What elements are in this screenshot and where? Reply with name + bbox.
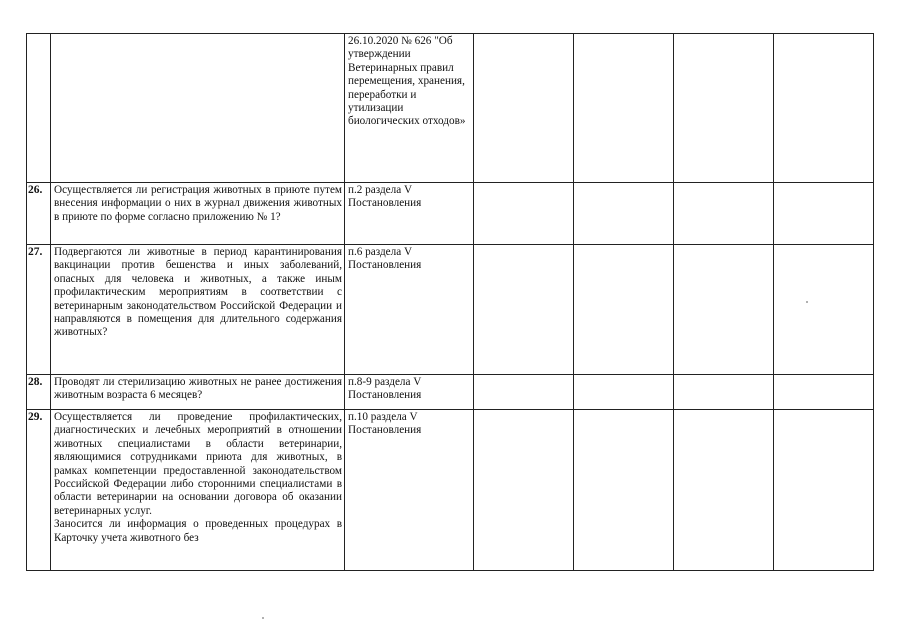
table-row [27,375,874,410]
row-number: 29. [27,410,51,571]
empty-cell [774,245,874,375]
empty-cell [474,375,574,410]
reference-cell: п.6 раздела V Постановления [345,245,474,375]
empty-cell [774,34,874,183]
table-row [27,183,874,245]
question-cell [51,245,345,375]
question-cell [51,183,345,245]
empty-cell [574,34,674,183]
scan-speck [262,617,264,619]
question-text: Осуществляется ли регистрация животных в приюте путем внесения информации о них в журнал движения животных в приюте по форме согласно приложению № 1? [54,184,342,223]
empty-cell [774,183,874,245]
reference-cell: 26.10.2020 № 626 "Об утверждении Ветеринарных правил перемещения, хранения, переработки и утилизации биологических отходов» [345,34,474,183]
empty-cell [674,34,774,183]
table-row [27,245,874,375]
empty-cell [774,375,874,410]
empty-cell [474,245,574,375]
empty-cell [574,410,674,571]
checklist-table [26,33,874,571]
table-row [27,410,874,571]
row-number: 28. [27,375,51,410]
empty-cell [774,410,874,571]
empty-cell [674,375,774,410]
empty-cell [574,375,674,410]
empty-cell [474,410,574,571]
empty-cell [474,183,574,245]
question-cell [51,375,345,410]
question-text-continued: Заносится ли информация о проведенных процедурах в Карточку учета животного без [54,518,342,544]
question-text: Проводят ли стерилизацию животных не ранее достижения животным возраста 6 месяцев? [54,376,342,402]
row-number: 27. [27,245,51,375]
row-number [27,34,51,183]
empty-cell [574,183,674,245]
empty-cell [574,245,674,375]
reference-cell: п.10 раздела V Постановления [345,410,474,571]
empty-cell [674,410,774,571]
question-text: Подвергаются ли животные в период карантинирования вакцинации против бешенства и иных заболеваний, опасных для человека и животных, а также иным профилактическим мероприятиям в соответствии с ветеринарным законодательством Российской Федерации и направляются в помещения для длительного содержания животных? [54,246,342,339]
question-cell [51,34,345,183]
empty-cell [674,245,774,375]
question-text: Осуществляется ли проведение профилактических, диагностических и лечебных мероприятий в отношении животных специалистами в области ветеринарии, являющимися сотрудниками приюта для животных, в рамках компетенции предоставленной законодательством Российской Федерации либо сторонними специалистами в области ветеринарии на основании договора об оказании ветеринарных услуг. [54,411,342,517]
scan-speck [806,301,808,303]
reference-cell: п.8-9 раздела V Постановления [345,375,474,410]
row-number: 26. [27,183,51,245]
reference-cell: п.2 раздела V Постановления [345,183,474,245]
question-cell [51,410,345,571]
empty-cell [474,34,574,183]
table-row [27,34,874,183]
empty-cell [674,183,774,245]
